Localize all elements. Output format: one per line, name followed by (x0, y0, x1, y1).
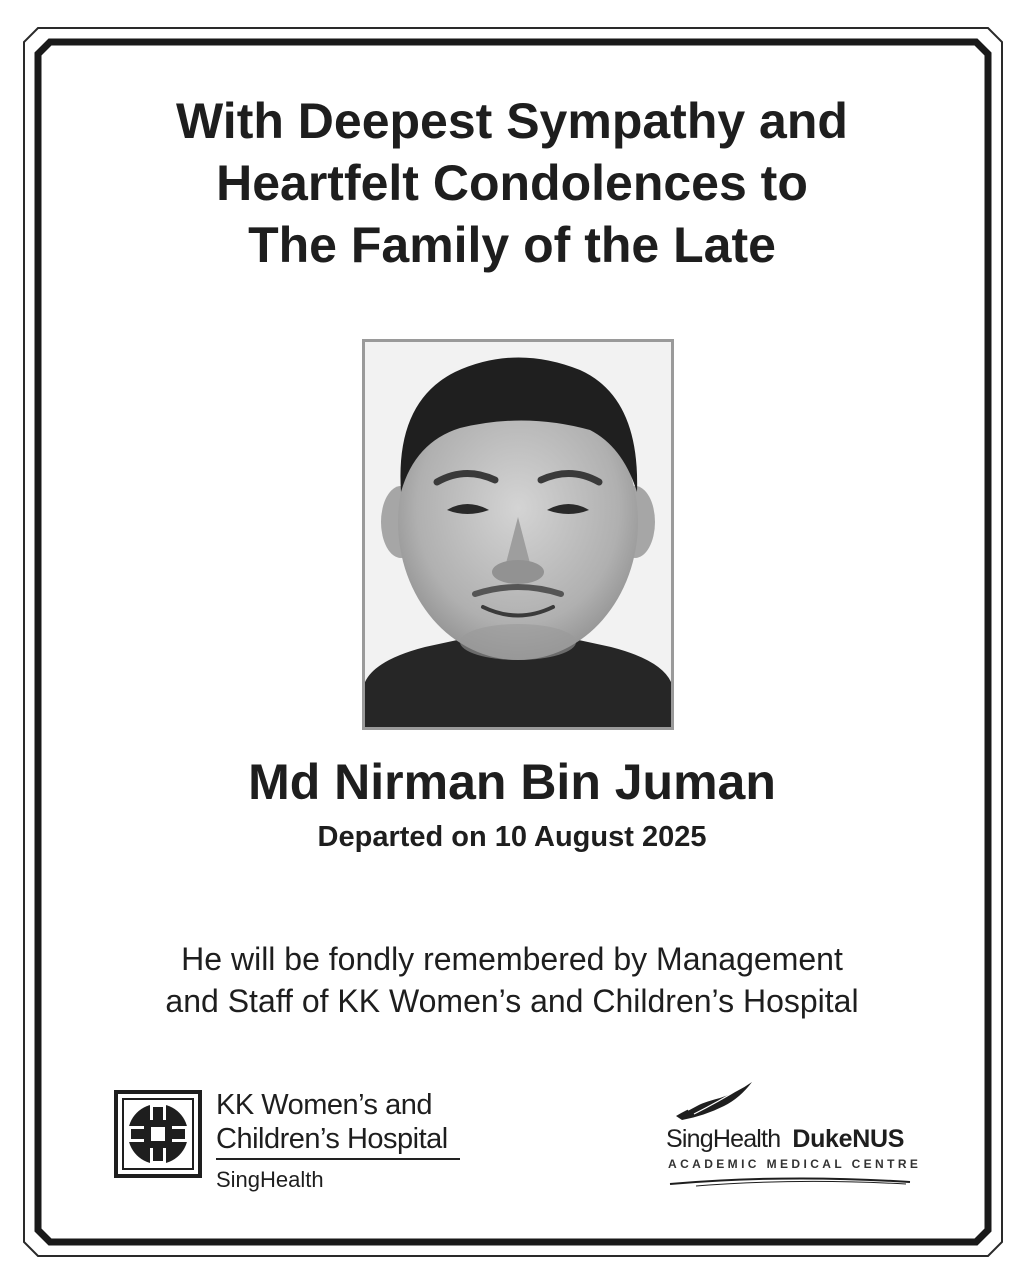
remembrance-line-2: and Staff of KK Women’s and Children’s Hospital (165, 983, 859, 1019)
academic-names (666, 1124, 904, 1154)
kkh-logo (114, 1088, 474, 1198)
headline-line-1: With Deepest Sympathy and (176, 93, 848, 149)
portrait-photo (362, 339, 674, 730)
singhealth-label: SingHealth (666, 1125, 781, 1153)
kkh-name-line-2: Children’s Hospital (216, 1123, 448, 1155)
dukenus-label: DukeNUS (792, 1125, 905, 1153)
academic-tagline: ACADEMIC MEDICAL CENTRE (668, 1157, 922, 1171)
kkh-name-line-1: KK Women’s and (216, 1089, 432, 1121)
singhealth-dukenus-logo (662, 1080, 922, 1195)
swoosh-icon (674, 1080, 754, 1124)
logo-underline (666, 1172, 912, 1188)
portrait-illustration (365, 342, 671, 727)
kkh-divider (216, 1158, 460, 1160)
kkh-cross-icon (114, 1090, 202, 1178)
condolence-headline (0, 90, 1024, 276)
kkh-group-name: SingHealth (216, 1167, 324, 1192)
remembrance-line-1: He will be fondly remembered by Management (181, 941, 843, 977)
deceased-name: Md Nirman Bin Juman (248, 754, 776, 810)
departed-date: Departed on 10 August 2025 (317, 821, 707, 853)
remembrance-message (0, 938, 1024, 1022)
headline-line-3: The Family of the Late (248, 217, 776, 273)
kkh-name (216, 1088, 448, 1156)
headline-line-2: Heartfelt Condolences to (216, 155, 808, 211)
